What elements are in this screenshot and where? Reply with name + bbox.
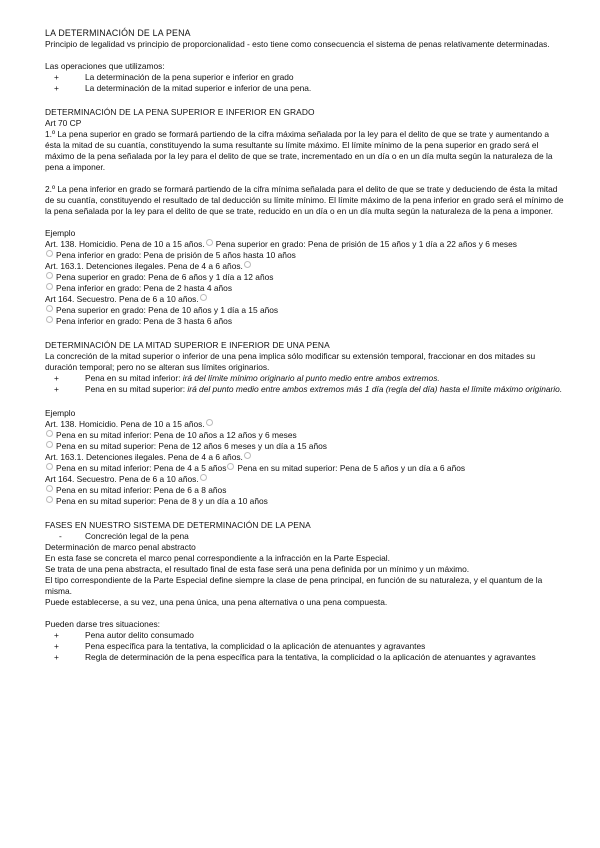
circle-bullet-icon (200, 294, 207, 301)
bullet-plus-icon: + (54, 83, 59, 93)
operations-item: + La determinación de la pena superior e inferior en grado (54, 72, 294, 82)
section-heading-fases: FASES EN NUESTRO SISTEMA DE DETERMINACIÓN DE LA PENA (45, 520, 311, 530)
circle-bullet-icon (46, 496, 53, 503)
paragraph-inferior-grado: 2.º La pena inferior en grado se formará partiendo de la cifra mínima señalada para el delito de que se trate y deduciendo de ésta la mitad de su cuantía, constituyendo el resultado de tal deducción su límite mínimo. El límite máximo de la pena inferior en grado será el mínimo de la pena señalada por la ley para el delito de que se trate, reducido en un día o en un día multa según la naturaleza de la pena a imponer. (45, 184, 564, 216)
circle-bullet-icon (46, 463, 53, 470)
situation-item: + Regla de determinación de la pena específica para la tentativa, la complicidad o la aplicación de atenuantes y agravantes (54, 652, 536, 662)
circle-bullet-icon (46, 272, 53, 279)
example-text: Art 164. Secuestro. Pena de 6 a 10 años. (45, 474, 199, 484)
bullet-plus-icon: + (54, 384, 59, 394)
fase-text: Se trata de una pena abstracta, el resultado final de esta fase será una pena definida por un mínimo y un máximo. (45, 564, 470, 574)
situation-item: + Pena específica para la tentativa, la complicidad o la aplicación de atenuantes y agravantes (54, 641, 426, 651)
example-text: Pena en su mitad inferior: Pena de 6 a 8 años (56, 485, 227, 495)
bullet-plus-icon: + (54, 373, 59, 383)
example-text: Art. 138. Homicidio. Pena de 10 a 15 años. (45, 239, 205, 249)
example-text: Pena inferior en grado: Pena de 2 hasta 4 años (56, 283, 233, 293)
fase-subheading: Determinación de marco penal abstracto (45, 542, 196, 552)
situation-item: + Pena autor delito consumado (54, 630, 194, 640)
example-line (45, 430, 565, 441)
example-line (45, 294, 565, 305)
example-line (45, 419, 565, 430)
circle-bullet-icon (200, 474, 207, 481)
example-text: Pena inferior en grado: Pena de prisión de 5 años hasta 10 años (56, 250, 296, 260)
paragraph-superior-grado: 1.º La pena superior en grado se formará partiendo de la cifra máxima señalada por la ley para el delito de que se trate y aumentando a ésta la mitad de su cuantía, constituyendo la suma resultante su límite máximo. El límite mínimo de la pena superior en grado será el máximo de la pena señalada por la ley para el delito de que se trate, incrementado en un día o en un día multa según la naturaleza de la pena a imponer. (45, 129, 553, 172)
bullet-plus-icon: + (54, 72, 59, 82)
example-list (45, 239, 565, 327)
bullet-plus-icon: + (54, 652, 59, 662)
example-text: Art. 163.1. Detenciones ilegales. Pena de 4 a 6 años. (45, 261, 243, 271)
example-text: Pena superior en grado: Pena de 10 años y 1 día a 15 años (56, 305, 279, 315)
paragraph-mitad: La concreción de la mitad superior o inferior de una pena implica sólo modificar su extensión temporal, fraccionar en dos mitades su duración temporal; pero no se alteran sus límites originarios. (45, 351, 536, 372)
fase-text: Puede establecerse, a su vez, una pena única, una pena alternativa o una pena compuesta. (45, 597, 388, 607)
section-heading-grado: DETERMINACIÓN DE LA PENA SUPERIOR E INFERIOR EN GRADO (45, 107, 315, 117)
document-page (45, 28, 565, 663)
circle-bullet-icon (206, 419, 213, 426)
example-line (45, 463, 565, 474)
circle-bullet-icon (244, 452, 251, 459)
example-line (45, 316, 565, 327)
example-heading: Ejemplo (45, 408, 76, 418)
operations-heading: Las operaciones que utilizamos: (45, 61, 165, 71)
example-line (45, 250, 565, 261)
example-line (45, 261, 565, 272)
example-heading: Ejemplo (45, 228, 76, 238)
circle-bullet-icon (46, 430, 53, 437)
example-list (45, 419, 565, 507)
example-text: Pena inferior en grado: Pena de 3 hasta 6 años (56, 316, 233, 326)
circle-bullet-icon (244, 261, 251, 268)
example-line (45, 272, 565, 283)
operations-item: + La determinación de la mitad superior e inferior de una pena. (54, 83, 312, 93)
fase-text: El tipo correspondiente de la Parte Especial define siempre la clase de pena principal, en función de su naturaleza, y el quantum de la misma. (45, 575, 543, 596)
example-text: Pena superior en grado: Pena de 6 años y 1 día a 12 años (56, 272, 274, 282)
circle-bullet-icon (206, 239, 213, 246)
intro-text: Principio de legalidad vs principio de proporcionalidad - esto tiene como consecuencia el sistema de penas relativamente determinadas. (45, 39, 550, 49)
circle-bullet-icon (46, 250, 53, 257)
example-text: Pena en su mitad superior: Pena de 8 y un día a 10 años (56, 496, 268, 506)
example-text: Art. 138. Homicidio. Pena de 10 a 15 años. (45, 419, 205, 429)
example-line (45, 496, 565, 507)
fase-item: - Concreción legal de la pena (59, 531, 189, 541)
section-heading-mitad: DETERMINACIÓN DE LA MITAD SUPERIOR E INFERIOR DE UNA PENA (45, 340, 330, 350)
example-line (45, 305, 565, 316)
situations-heading: Pueden darse tres situaciones: (45, 619, 160, 629)
example-text: Art 164. Secuestro. Pena de 6 a 10 años. (45, 294, 199, 304)
example-text: Pena en su mitad inferior: Pena de 4 a 5 años (56, 463, 227, 473)
example-line (45, 441, 565, 452)
circle-bullet-icon (46, 485, 53, 492)
example-line (45, 485, 565, 496)
mitad-inferior-item: + Pena en su mitad inferior: irá del límite mínimo originario al punto medio entre ambos extremos. (54, 373, 440, 383)
article-reference: Art 70 CP (45, 118, 82, 128)
example-text: Pena superior en grado: Pena de prisión de 15 años y 1 día a 22 años y 6 meses (215, 239, 517, 249)
bullet-dash-icon: - (59, 531, 62, 541)
example-text: Pena en su mitad superior: Pena de 5 años y un día a 6 años (237, 463, 466, 473)
circle-bullet-icon (46, 305, 53, 312)
bullet-plus-icon: + (54, 630, 59, 640)
example-text: Pena en su mitad superior: Pena de 12 años 6 meses y un día a 15 años (56, 441, 327, 451)
example-text: Art. 163.1. Detenciones ilegales. Pena de 4 a 6 años. (45, 452, 243, 462)
circle-bullet-icon (46, 441, 53, 448)
fase-text: En esta fase se concreta el marco penal correspondiente a la infracción en la Parte Especial. (45, 553, 390, 563)
mitad-superior-item: + Pena en su mitad superior: irá del punto medio entre ambos extremos más 1 día (regla del día) hasta el límite máximo originario. (54, 384, 563, 394)
example-line (45, 239, 565, 250)
bullet-plus-icon: + (54, 641, 59, 651)
circle-bullet-icon (227, 463, 234, 470)
example-line (45, 283, 565, 294)
example-line (45, 474, 565, 485)
circle-bullet-icon (46, 316, 53, 323)
circle-bullet-icon (46, 283, 53, 290)
example-text: Pena en su mitad inferior: Pena de 10 años a 12 años y 6 meses (56, 430, 297, 440)
document-title: LA DETERMINACIÓN DE LA PENA (45, 28, 191, 38)
example-line (45, 452, 565, 463)
